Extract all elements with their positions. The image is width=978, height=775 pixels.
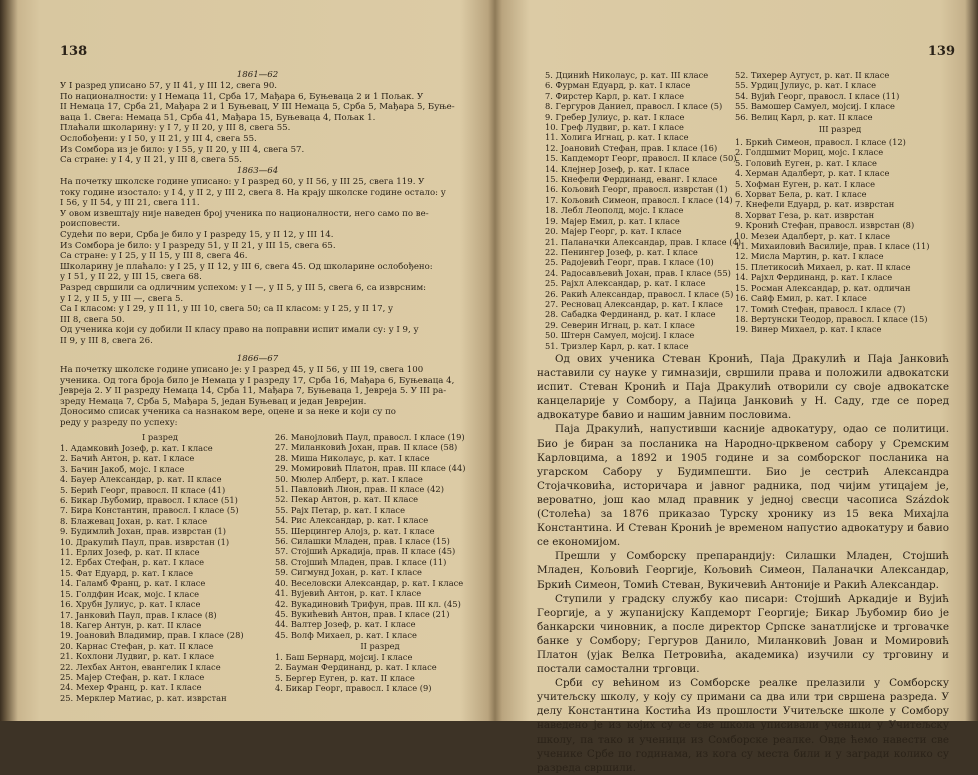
student-entry: 11. Михаиловић Василије, прав. I класе (11) [735, 241, 930, 252]
student-entry: 55. Вамошер Самуел, мојсиј. I класе [735, 101, 895, 112]
student-entry: 50. Штерн Самуел, мојсиј. I класе [545, 330, 695, 341]
student-entry: 2. Бауман Фердинанд, р. кат. I класе [275, 662, 437, 673]
year-heading-1866: 1866—67 [236, 354, 279, 364]
text-line: У овом извештају није наведен број ученика по националности, него само по ве- [60, 208, 429, 219]
text-line: зреду Немаца 7, Срба 5, Мађара 5, један Буњевац и један Јеврејин. [60, 396, 367, 407]
text-line: Школарину је плаћало: у I 25, у II 12, у III 6, свега 45. Од школарине ослобођено: [60, 261, 433, 272]
year-heading-1861: 1861—62 [236, 70, 279, 80]
student-entry: 10. Дракулић Паул, прав. изврстан (1) [60, 536, 230, 547]
stats-block-1866 [60, 365, 454, 429]
student-entry: 27. Миланковић Јохан, прав. II класе (58) [275, 442, 458, 453]
student-entry: 18. Кагер Антун, р. кат. II класе [60, 619, 202, 630]
text-line: Судећи по вери, Срба је било у I разреду 15, у II 12, у III 14. [60, 229, 334, 240]
student-entry: 42. Вукадиновић Трифун, прав. III кл. (45) [275, 598, 461, 609]
student-entry: 40. Веселовски Александар, р. кат. I класе [275, 577, 464, 588]
student-entry: 20. Карнас Стефан, р. кат. II класе [60, 640, 214, 651]
student-entry: 17. Томић Стефан, правосл. I класе (7) [735, 303, 906, 314]
student-entry: 27. Ресновац Александар, р. кат. I класе [545, 298, 723, 309]
student-entry: 24. Радосављевић Јохан, прав. I класе (55) [545, 267, 731, 278]
student-entry: 18. Лебл Леополд, мојс. I класе [545, 205, 684, 216]
student-entry: 19. Винер Михаел, р. кат. I класе [735, 324, 882, 335]
student-entry: 25. Радојевић Георг, прав. I класе (10) [545, 257, 714, 268]
student-entry: 6. Бикар Љубомир, правосл. I класе (51) [60, 495, 238, 506]
text-line: На почетку школске године уписано је: у I разред 45, у II 56, у III 19, свега 100 [60, 365, 424, 375]
student-entry: 9. Кронић Стефан, правосл. изврстан (8) [735, 220, 915, 231]
student-entry: 25. Мајер Стефан, р. кат. I класе [60, 671, 205, 682]
student-entry: 15. Капдеморт Георг, правосл. II класе (50) [545, 153, 737, 164]
student-entry: 7. Кнефели Едуард, р. кат. изврстан [735, 199, 895, 210]
paragraph: Прешли у Сомборску препарандију: Силашки Младен, Стојшић Младен, Кољовић Георгије, Кољовић Симеон, Паланачки Александар, Бркић Симеон, Томић Стеван, Вукичевић Антоније и Ракић Александар. [537, 550, 949, 591]
student-entry: 28. Миша Николаус, р. кат. I класе [275, 452, 430, 463]
text-line: II 9, у III 8, свега 26. [60, 335, 153, 346]
paragraph: Ступили у градску службу као писари: Стојшић Аркадије и Вујић Георгије, а у жупанијску Капдеморт Георгије; Бикар Љубомир био је банкарски чиновник, а после директор Српске занатлијске и трговачке банке у Сомбору; Гергуров Данило, Миланковић Јован и Момировић Платон (ујак Велка Петровића, академика) изучили су трговину и постали самостални трговци. [537, 592, 949, 676]
student-entry: 57. Стојшић Аркадија, прав. II класе (45) [275, 546, 456, 557]
text-line: ваца 1. Свега: Немаца 51, Срба 41, Мађара 15, Буњеваца 4, Пољак 1. [60, 112, 376, 123]
paragraph: Од ових ученика Стеван Кронић, Паја Дракулић и Паја Јанковић наставили су науке у гимназији, свршили права и положили адвокатски испит. Стеван Кронић и Паја Дракулић отворили су своје адвокатске канцеларије у Сомбору, а Пајица Јанковић у Н. Саду, где се поред адвокатуре бавио и нашим јавним пословима. [537, 353, 949, 422]
text-line: Са I класом: у I 29, у II 11, у III 10, свега 50; са II класом: у I 25, у II 17, у [60, 304, 394, 315]
student-entry: 15. Голдфин Исак, мојс. I класе [60, 588, 199, 599]
student-entry: 14. Галамб Франц, р. кат. I класе [60, 578, 206, 589]
student-entry: 5. Хофман Еуген, р. кат. I класе [735, 178, 875, 189]
text-line: току године изостало: у I 4, у II 2, у III 2, свега 8. На крају школске године остало: у [60, 187, 446, 198]
student-entry: 6. Хорват Бела, р. кат. I класе [735, 189, 867, 200]
student-entry: 45. Волф Михаел, р. кат. I класе [275, 629, 417, 640]
student-entry: 5. Берић Георг, правосл. II класе (41) [60, 484, 226, 495]
student-entry: 54. Рис Александар, р. кат. I класе [275, 515, 429, 526]
left-page [30, 0, 485, 721]
student-entry: 4. Бикар Георг, правосл. I класе (9) [275, 683, 432, 694]
student-entry: 55. Шерцингер Алојз, р. кат. I класе [275, 525, 435, 536]
student-list-col-d2 [735, 137, 930, 335]
text-line: III 8, свега 50. [60, 314, 125, 325]
student-entry: 52. Тихерер Аугуст, р. кат. II класе [735, 70, 890, 80]
text-line: Са стране: у I 4, у II 21, у III 8, свега 55. [60, 155, 243, 166]
student-entry: 22. Пенингер Јозеф, р. кат. I класе [545, 246, 698, 257]
student-entry: 4. Херман Адалберт, р. кат. I класе [735, 168, 890, 179]
student-entry: 22. Лехбах Антон, евангелик I класе [60, 661, 221, 672]
class-1-title: I разред [141, 432, 179, 442]
student-entry: 56. Силашки Младен, прав. I класе (15) [275, 536, 450, 547]
student-entry: 9. Гребер Јулиус, р. кат. I класе [545, 111, 685, 122]
student-entry: 56. Велиц Карл, р. кат. II класе [735, 111, 873, 122]
student-entry: 8. Гергуров Даниел, правосл. I класе (5) [545, 101, 723, 112]
student-entry: 2. Голдшмит Мориц, мојс. I класе [735, 147, 884, 158]
student-entry: 12. Мисла Мартин, р. кат. I класе [735, 251, 884, 262]
student-entry: 10. Греф Лудвиг, р. кат. I класе [545, 122, 684, 133]
class-2-title: II разред [360, 641, 400, 651]
student-entry: 26. Ракић Александар, правосл. I класе (5) [545, 288, 734, 299]
student-entry: 17. Кољовић Симеон, правосл. I класе (14) [545, 194, 733, 205]
stats-block-1863 [60, 177, 446, 347]
student-entry: 15. Фат Едуард, р. кат. I класе [60, 567, 194, 578]
student-entry: 55. Рајх Петар, р. кат. I класе [275, 504, 405, 515]
student-entry: 16. Хрубн Јулиус, р. кат. I класе [60, 599, 201, 610]
student-entry: 12. Ербах Стефан, р. кат. I класе [60, 557, 205, 568]
student-entry: 17. Јанковић Паул, прав. I класе (8) [60, 609, 217, 620]
student-entry: 59. Сигмунд Јохан, р. кат. I класе [275, 567, 422, 578]
student-entry: 11. Холига Игнац, р. кат. I класе [545, 132, 689, 143]
student-entry: 19. Мајер Емил, р. кат. I класе [545, 215, 680, 226]
student-entry: 29. Момировић Платон, прав. III класе (44) [275, 463, 466, 474]
student-entry: 5. Головић Еуген, р. кат. I класе [735, 157, 877, 168]
student-entry: 16. Кољовић Георг, правосл. изврстан (1) [545, 184, 728, 195]
student-list-col-a [60, 443, 244, 703]
student-entry: 11. Ерлих Јозеф, р. кат. II класе [60, 547, 200, 558]
student-entry: 4. Бауер Александар, р. кат. II класе [60, 474, 222, 485]
student-entry: 5. Дцинић Николаус, р. кат. III класе [545, 70, 709, 80]
text-line: Разред свршили са одличним успехом: у I —, у II 5, у III 5, свега 6, са изврсним: [60, 282, 427, 293]
student-entry: 5. Бергер Еуген, р. кат. II класе [275, 672, 415, 683]
student-entry: 54. Вујић Георг, правосл. I класе (11) [735, 90, 900, 101]
student-entry: 52. Пекар Антон, р. кат. II класе [275, 494, 418, 505]
student-entry: 10. Мезеи Адалберт, р. кат. I класе [735, 230, 890, 241]
text-line: II Немаца 17, Срба 21, Мађара 2 и 1 Буњевац, У III Немаца 5, Срба 5, Мађара 5, Буње- [60, 102, 455, 113]
student-entry: 29. Северин Игнац, р. кат. I класе [545, 319, 695, 330]
student-entry: 25. Рајхл Александар, р. кат. I класе [545, 278, 706, 289]
paragraph: Паја Дракулић, напустивши касније адвокатуру, одао се политици. Био је биран за посланика на Народно-црквеном сабору у Сремским Карловцима, а 1892 и 1905 године и за сомборског посланика на угарском Сабору у Будимпешти. Био је сестрић Александра Стојачковића, историчара и јавног радника, под чијим утицајем је, вероватно, још као млад правник у једној свесци часописа Százdok (Столећа) за 1876 приказао Турску хронику из 15 века Михајла Константина. И Стеван Кронић је временом напустио адвокатуру и бавио се економијом. [537, 423, 949, 549]
text-line: У I разред уписано 57, у II 41, у III 12, свега 90. [60, 81, 278, 91]
student-entry: 20. Мајер Георг, р. кат. I класе [545, 226, 682, 237]
student-entry: 58. Стојшић Младен, прав. I класе (11) [275, 556, 447, 567]
text-line: ученика. Од тога броја било је Немаца у I разреду 17, Срба 16, Мађара 6, Буњеваца 4, [60, 375, 455, 386]
text-line: реду у разреду по успеху: [60, 417, 178, 428]
student-entry: 7. Бира Константин, правосл. I класе (5) [60, 505, 239, 516]
text-line: Плаћали школарину: у I 7, у II 20, у III 8, свега 55. [60, 123, 291, 134]
student-entry: 1. Бркић Симеон, правосл. I класе (12) [735, 137, 906, 147]
student-entry: 14. Рајхл Фердинанд, р. кат. I класе [735, 272, 893, 283]
body-paragraphs [537, 352, 949, 775]
student-entry: 12. Јоановић Стефан, прав. I класе (16) [545, 142, 718, 153]
student-entry: 8. Хорват Геза, р. кат. изврстан [735, 209, 875, 220]
student-entry: 44. Валтер Јозеф, р. кат. I класе [275, 619, 416, 630]
student-entry: 9. Будимлић Јохан, прав. изврстан (1) [60, 526, 227, 537]
student-list-col-d [735, 70, 899, 122]
student-entry: 15. Кнефели Фердинанд, еванг. I класе [545, 174, 718, 185]
student-entry: 21. Паланачки Александар, прав. I класе (4) [545, 236, 741, 247]
student-entry: 1. Баш Бернард, мојсиј. I класе [275, 652, 413, 662]
text-line: Јевреја 2. У II разреду Немаца 14, Срба 11, Мађара 7, Буњеваца 1, Јевреја 5. У III ра- [60, 386, 447, 397]
class-3-title: III разред [818, 124, 862, 134]
text-line: у I 2, у II 5, у III —, свега 5. [60, 293, 184, 304]
student-entry: 3. Бачин Јакоб, мојс. I класе [60, 463, 185, 474]
student-entry: 21. Кохлони Лудвиг, р. кат. I класе [60, 651, 215, 662]
student-entry: 1. Адамковић Јозеф, р. кат. I класе [60, 443, 213, 453]
student-entry: 6. Фурман Едуард, р. кат. I класе [545, 80, 691, 91]
student-entry: 28. Сабадка Фердинанд, р. кат. I класе [545, 309, 716, 320]
student-entry: 51. Павловић Лион, прав. II класе (42) [275, 484, 444, 495]
student-list-col-b [275, 432, 465, 640]
student-entry: 51. Тризлер Карл, р. кат. I класе [545, 340, 689, 351]
page-number-left: 138 [60, 44, 88, 59]
student-entry: 15. Росман Александар, р. кат. одличан [735, 282, 911, 293]
year-heading-1863: 1863—64 [236, 166, 279, 176]
student-entry: 41. Вујевић Антон, р. кат. I класе [275, 588, 422, 599]
text-line: Доносимо списак ученика са назнаком вере, оцене и за неке и који су по [60, 407, 396, 418]
student-entry: 45. Вукићевић Антон, прав. I класе (21) [275, 608, 450, 619]
text-line: На почетку школске године уписано: у I разред 60, у II 56, у III 25, свега 119. У [60, 177, 425, 187]
student-entry: 26. Манојловић Паул, правосл. I класе (19) [275, 432, 465, 442]
text-line: у I 51, у II 22, у III 15, свега 68. [60, 272, 202, 283]
text-line: Ослобођени: у I 50, у II 21, у III 4, свега 55. [60, 133, 257, 144]
student-entry: 8. Блажевац Јохан, р. кат. I класе [60, 515, 208, 526]
text-line: Из Сомбора из је било: у I 55, у II 20, у III 4, свега 57. [60, 144, 305, 155]
text-line: Са стране: у I 25, у II 15, у III 8, свега 46. [60, 251, 248, 262]
right-page [515, 0, 955, 774]
text-line: Од ученика који су добили II класу право на поправни испит имали су: у I 9, у [60, 325, 419, 336]
student-entry: 14. Клејнер Јозеф, р. кат. I класе [545, 163, 690, 174]
student-entry: 19. Јоановић Владимир, прав. I класе (28) [60, 630, 244, 641]
stats-block-1861 [60, 81, 455, 166]
text-line: Из Сомбора је било: у I разреду 51, у II 21, у III 15, свега 65. [60, 240, 336, 251]
student-entry: 24. Мехер Франц, р. кат. I класе [60, 682, 202, 693]
student-entry: 25. Мерклер Матиас, р. кат. изврстан [60, 692, 227, 703]
student-entry: 2. Бачић Антон, р. кат. I класе [60, 453, 195, 464]
student-entry: 55. Урдиц Јулиус, р. кат. I класе [735, 80, 877, 91]
student-entry: 15. Плетикосић Михаел, р. кат. II класе [735, 261, 911, 272]
paragraph: Срби су већином из Сомборске реалке прелазили у Сомборску учитељску школу, у коју су примани са два или три свршена разреда. У делу Константина Костића Из прошлости Учитељске школе у Сомбору наведено је из којих су се све школа уписивали ученици у Учитељску школу, па тако и ученици из Сомборске реалке. Овде ћемо навести све ученике Србе по годинама, из кога су места били и у загради колико су разреда свршили. [537, 677, 949, 774]
text-line: По националности: у I Немаца 11, Срба 17, Мађара 6, Буњеваца 2 и 1 Пољак. У [60, 91, 424, 102]
student-list-col-c [545, 70, 741, 351]
student-entry: 16. Сайф Емил, р. кат. I класе [735, 293, 867, 304]
student-entry: 7. Фирстер Карл, р. кат. I класе [545, 90, 685, 101]
page-number-right: 139 [927, 44, 955, 59]
text-line: I 56, у II 54, у III 21, свега 111. [60, 198, 200, 209]
student-entry: 18. Вертунски Теодор, правосл. I класе (15) [735, 313, 928, 324]
student-entry: 50. Мюлер Алберт, р. кат. I класе [275, 473, 423, 484]
student-list-col-b2 [275, 652, 437, 694]
text-line: роисповести. [60, 219, 121, 230]
